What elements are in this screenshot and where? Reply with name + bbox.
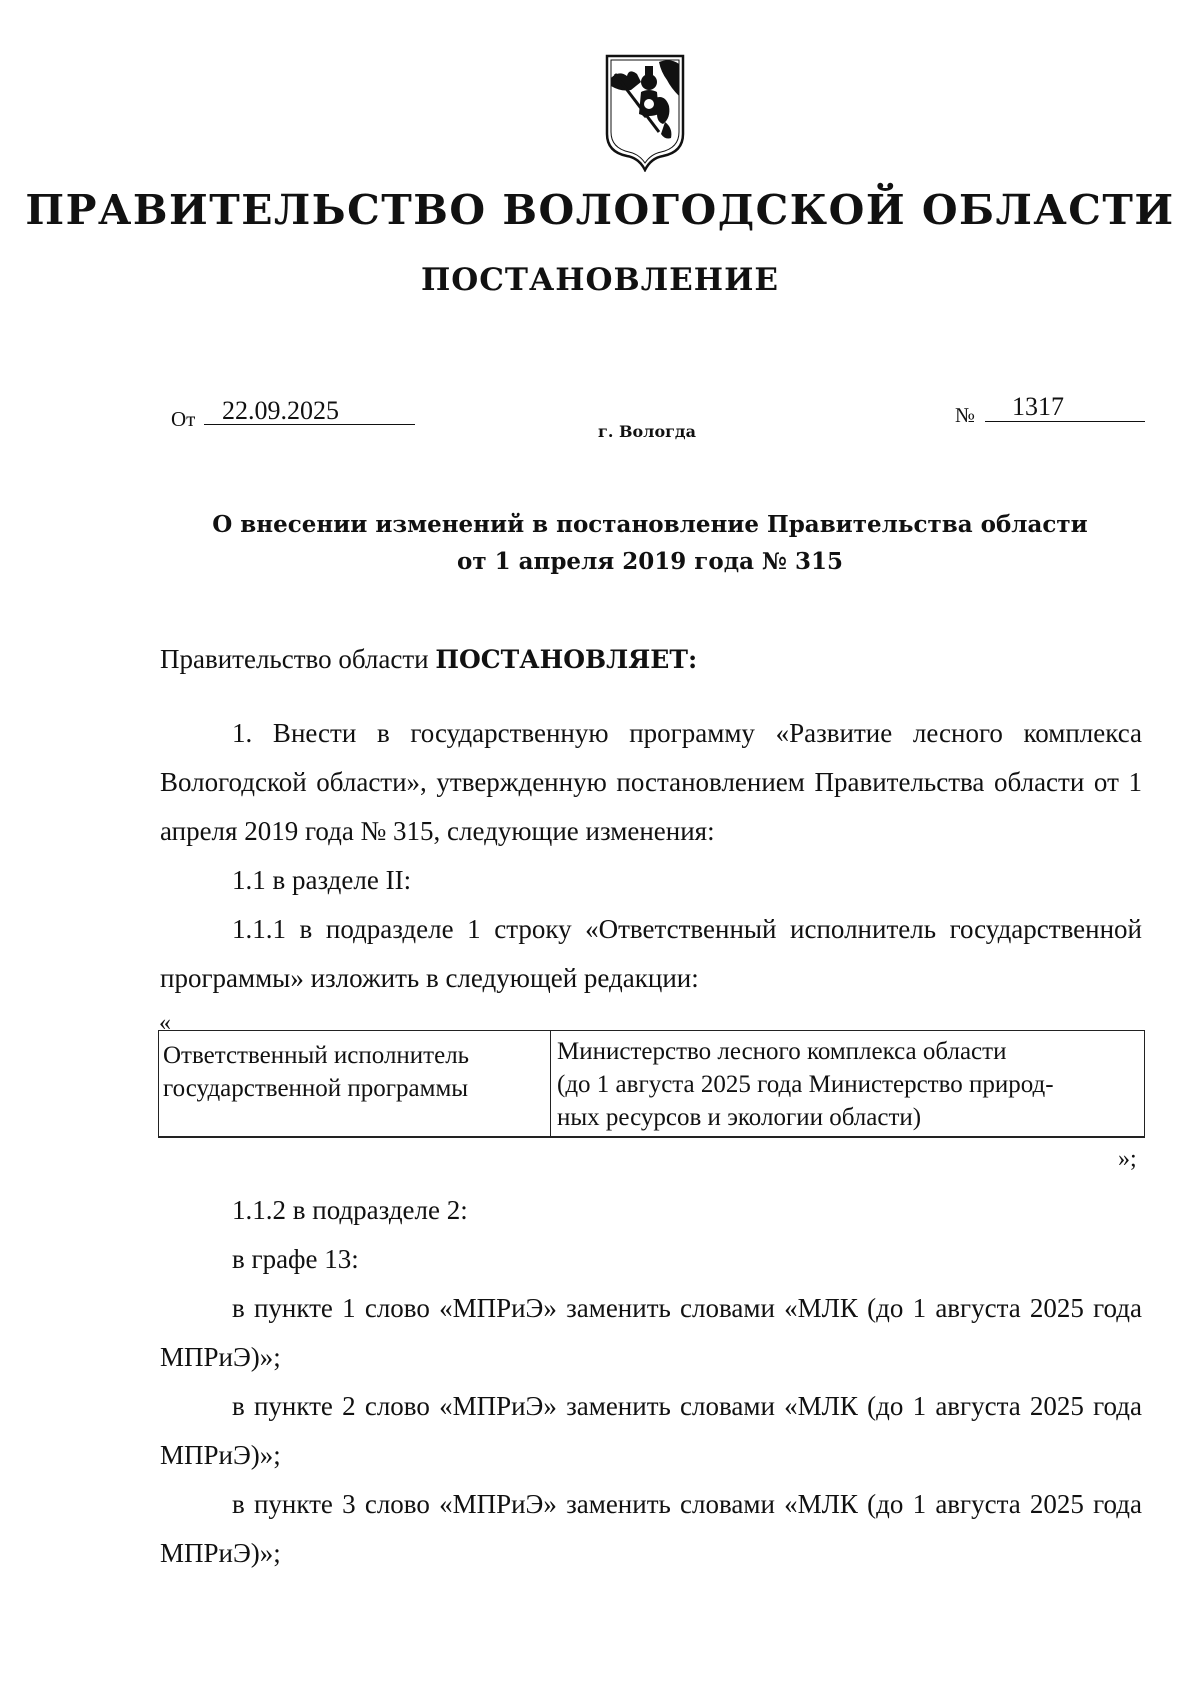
- table-cell-label: [163, 1039, 543, 1105]
- paragraph-1-1: 1.1 в разделе II:: [232, 865, 412, 895]
- subject-line-2: от 1 апреля 2019 года № 315: [457, 548, 843, 575]
- paragraph-column-13: в графе 13:: [232, 1244, 359, 1274]
- paragraph-1-1-1: 1.1.1 в подразделе 1 строку «Ответственный исполнитель государственной программы» изложить в следующей редакции:: [160, 914, 1142, 993]
- document-subject: [160, 506, 1140, 580]
- quote-open: «: [159, 1010, 171, 1036]
- replacement-table: [158, 1030, 1145, 1138]
- document-number: 1317: [1012, 392, 1064, 421]
- coat-of-arms-emblem: [601, 52, 689, 172]
- government-title: ПРАВИТЕЛЬСТВО ВОЛОГОДСКОЙ ОБЛАСТИ: [25, 186, 1175, 234]
- table-cell-value-line: (до 1 августа 2025 года Министерство природ-: [557, 1071, 1054, 1098]
- table-cell-value: [557, 1035, 1142, 1134]
- quote-close: »;: [1118, 1146, 1137, 1172]
- table-cell-label-line: государственной программы: [163, 1075, 469, 1102]
- table-divider: [550, 1031, 551, 1136]
- lead-text: Правительство области: [160, 644, 429, 674]
- paragraph-1: 1. Внести в государственную программу «Развитие лесного комплекса Вологодской области», утвержденную постановлением Правительства области от 1 апреля 2019 года № 315, следующие изменения:: [160, 718, 1142, 846]
- document-type-title: ПОСТАНОВЛЕНИЕ: [420, 262, 779, 298]
- paragraph-item-1: в пункте 1 слово «МПРиЭ» заменить словами «МЛК (до 1 августа 2025 года МПРиЭ)»;: [160, 1293, 1142, 1372]
- paragraph-item-2: в пункте 2 слово «МПРиЭ» заменить словами «МЛК (до 1 августа 2025 года МПРиЭ)»;: [160, 1391, 1142, 1470]
- table-cell-label-line: Ответственный исполнитель: [163, 1042, 470, 1069]
- table-cell-value-line: ных ресурсов и экологии области): [557, 1104, 922, 1131]
- document-date: 22.09.2025: [222, 396, 339, 425]
- table-cell-value-line: Министерство лесного комплекса области: [557, 1038, 1007, 1065]
- resolution-lead: [160, 644, 697, 675]
- subject-line-1: О внесении изменений в постановление Правительства области: [212, 511, 1088, 538]
- date-label: От: [171, 407, 196, 431]
- number-label: №: [955, 403, 976, 427]
- paragraph-1-1-2: 1.1.2 в подразделе 2:: [232, 1195, 468, 1225]
- lead-keyword: ПОСТАНОВЛЯЕТ:: [435, 645, 698, 674]
- paragraph-item-3: в пункте 3 слово «МПРиЭ» заменить словами «МЛК (до 1 августа 2025 года МПРиЭ)»;: [160, 1489, 1142, 1568]
- city-name: г. Вологда: [598, 422, 696, 441]
